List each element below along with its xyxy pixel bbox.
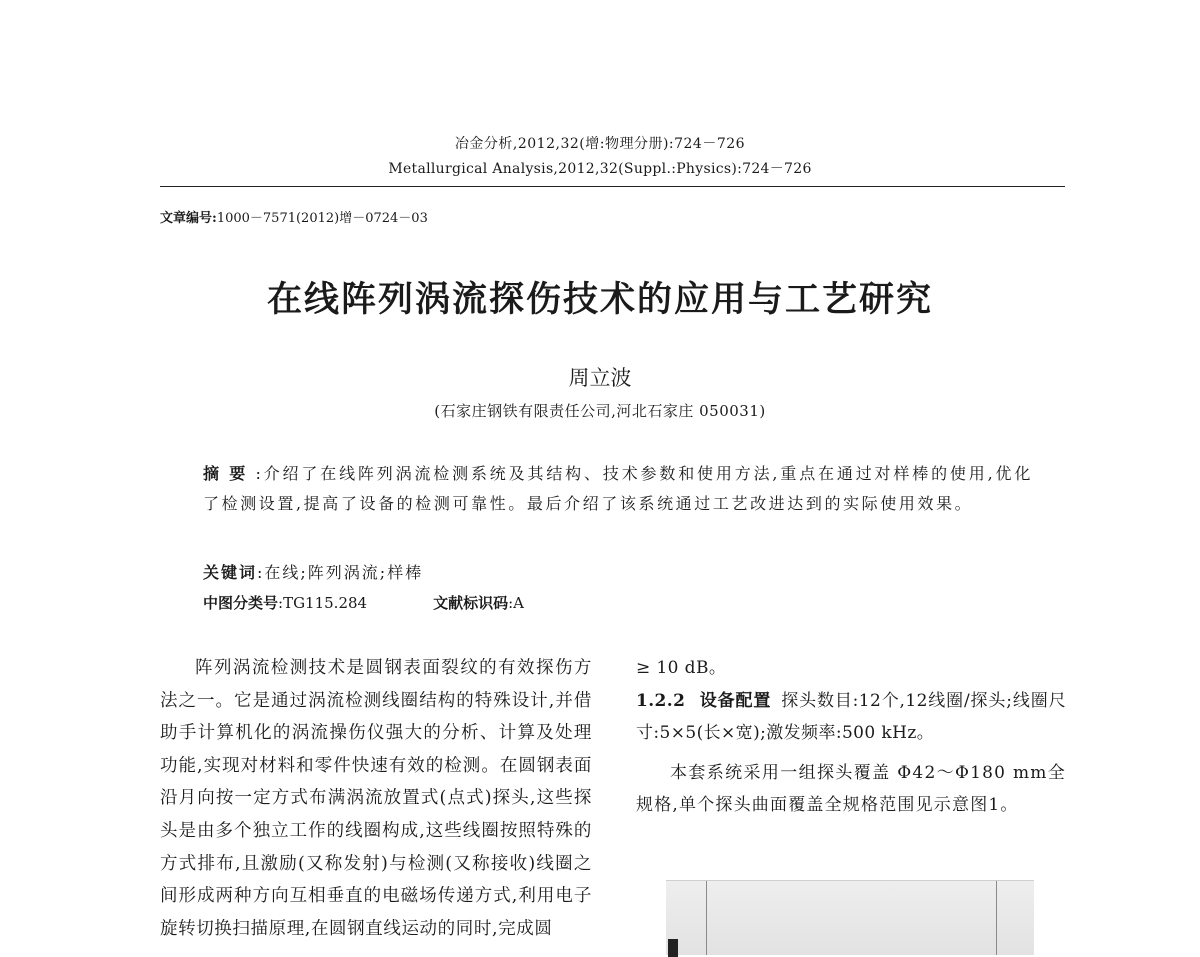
clc-value: :TG115.284 (278, 594, 368, 612)
figure-line-right (996, 881, 997, 955)
figure-1-image (666, 880, 1034, 955)
doc-id-value: :A (508, 594, 524, 612)
doc-id-label: 文献标识码 (433, 594, 509, 612)
abstract-label: 摘要 (203, 464, 256, 483)
section-number: 1.2.2 (636, 690, 686, 711)
clc-label: 中图分类号 (203, 594, 279, 612)
journal-citation-en: Metallurgical Analysis,2012,32(Suppl.:Physics):724－726 (388, 161, 812, 177)
author-name: 周立波 (568, 366, 632, 390)
keywords-text: :在线;阵列涡流;样棒 (257, 563, 424, 582)
keywords-label: 关键词 (203, 563, 258, 582)
figure-dark-mark (668, 939, 678, 957)
journal-citation-cn: 冶金分析,2012,32(增:物理分册):724－726 (454, 136, 746, 152)
body-left-paragraph: 阵列涡流检测技术是圆钢表面裂纹的有效探伤方法之一。它是通过涡流检测线圈结构的特殊设计,并借助手计算机化的涡流操伤仪强大的分析、计算及处理功能,实现对材料和零件快速有效的检测。在圆钢表面沿月向按一定方式布满涡流放置式(点式)探头,这些探头是由多个独立工作的线圈构成,这些线圈按照特殊的方式排布,且激励(又称发射)与检测(又称接收)线圈之间形成两种方向互相垂直的电磁场传递方式,利用电子旋转切换扫描原理,在圆钢直线运动的同时,完成圆 (160, 658, 592, 939)
abstract (203, 459, 1033, 519)
classification-line (203, 592, 524, 613)
body-right-column (636, 652, 1066, 822)
section-title: 设备配置 (699, 690, 772, 711)
section-text: 探头数目:12个,12线圈/探头;线圈尺寸:5×5(长×宽);激发频率:500 kHz。 (636, 690, 1066, 744)
article-number-value: 1000－7571(2012)增－0724－03 (216, 211, 428, 226)
body-right-paragraph: 本套系统采用一组探头覆盖 Φ42～Φ180 mm全规格,单个探头曲面覆盖全规格范围见示意图1。 (636, 762, 1066, 816)
abstract-text: :介绍了在线阵列涡流检测系统及其结构、技术参数和使用方法,重点在通过对样棒的使用,优化了检测设置,提高了设备的检测可靠性。最后介绍了该系统通过工艺改进达到的实际使用效果。 (203, 464, 1033, 513)
header-divider (160, 186, 1065, 187)
author-affiliation: (石家庄钢铁有限责任公司,河北石家庄 050031) (434, 402, 766, 420)
section-1-2-2 (636, 685, 1066, 750)
article-number (160, 207, 428, 226)
article-number-label: 文章编号: (160, 211, 217, 226)
snr-line: ≥ 10 dB。 (636, 658, 727, 678)
paper-title: 在线阵列涡流探伤技术的应用与工艺研究 (266, 280, 933, 320)
figure-line-left (706, 881, 707, 955)
keywords (203, 560, 423, 583)
